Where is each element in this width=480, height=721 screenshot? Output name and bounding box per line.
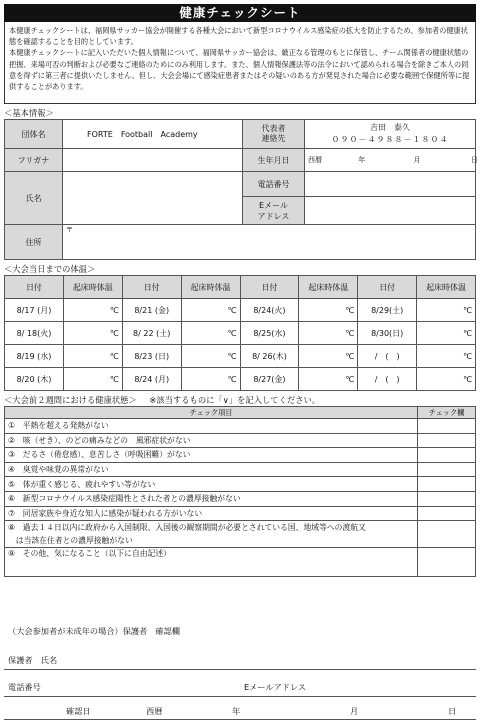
representative-contact[interactable] [305,120,476,149]
temp-col-date: 日付 [5,276,64,299]
confirm-era: 西暦 [146,706,163,716]
check-row [5,419,476,434]
check-row [5,448,476,463]
intro-paragraph-2: 本健康チェックシートに記入いただいた個人情報について、福岡県サッカー協会は、厳正なる管理のもとに保管し、チーム関係者の健康状態の把握、来場可否の判断および必要なご連絡のためにのみ利用します。また、個人情報保護法等の法令において認められる場合を除きご本人の同意を得ずに第三者に提供いたしません。但し、大会会場にて感染症患者またはその疑いのある方が発見された場合に必要な範囲で保健所等に提供することがあります。 [9,48,470,92]
temp-value[interactable]: ℃ [299,345,358,368]
temp-date: 8/29(土) [358,299,417,322]
temp-row [5,368,476,391]
guardian-contact-line [4,696,476,697]
confirm-year-unit: 年 [232,706,241,716]
postal-mark: 〒 [66,226,73,234]
temp-date: 8/17 (月) [5,299,64,322]
temp-date: 8/23 (日) [122,345,181,368]
birthdate-year-unit: 年 [358,156,366,164]
temp-date: 8/20 (木) [5,368,64,391]
check-item-8-line-2: は当該在住者との濃厚接触がない [8,536,133,546]
check-row [5,506,476,521]
basic-info-heading: ＜基本情報＞ [4,108,54,118]
temp-value[interactable]: ℃ [417,299,476,322]
representative-name: 吉田 泰久 [370,123,410,132]
check-box[interactable] [418,521,476,548]
temp-value[interactable]: ℃ [299,299,358,322]
temp-date: 8/ 26(木) [240,345,299,368]
confirm-date-line [4,719,476,720]
temp-date: 8/30(日) [358,322,417,345]
check-box[interactable] [418,491,476,506]
basic-info-table [4,119,476,260]
check-row [5,477,476,492]
temp-date: 8/19 (水) [5,345,64,368]
temp-date: / ( ) [358,345,417,368]
temp-value[interactable]: ℃ [299,368,358,391]
check-row [5,462,476,477]
check-row [5,521,476,548]
intro-text [4,22,476,104]
health-section-title: ＜大会前２週間における健康状態＞ [4,395,137,405]
check-row [5,433,476,448]
check-item-8-line-1: ⑧ 過去１４日以内に政府から入国制限、入国後の観察期間が必要とされている国、地域等への渡航又 [8,523,366,533]
email-field[interactable] [305,197,476,225]
check-item: ④ 臭覚や味覚の異常がない [5,462,418,477]
name-label: 氏名 [5,172,63,225]
temp-col-date: 日付 [122,276,181,299]
confirm-month-unit: 月 [350,706,359,716]
check-box[interactable] [418,477,476,492]
check-item: ⑦ 同居家族や身近な知人に感染が疑われる方がいない [5,506,418,521]
temp-value[interactable]: ℃ [181,322,240,345]
temp-col-temp: 起床時体温 [417,276,476,299]
check-item: ⑤ 体が重く感じる、疲れやすい等がない [5,477,418,492]
check-box[interactable] [418,448,476,463]
temp-col-temp: 起床時体温 [299,276,358,299]
email-label: Eメール アドレス [243,197,305,225]
confirm-date-label: 確認日 [66,706,91,716]
temp-value[interactable]: ℃ [181,345,240,368]
representative-phone: ０９０－４９８８－１８０４ [331,135,449,144]
check-box[interactable] [418,433,476,448]
representative-label: 代表者 連絡先 [243,120,305,149]
temp-value[interactable]: ℃ [299,322,358,345]
birthdate-field[interactable] [305,149,476,172]
temp-value[interactable]: ℃ [63,345,122,368]
name-field[interactable] [63,172,243,225]
temp-value[interactable]: ℃ [181,368,240,391]
sheet-title: 健康チェックシート [4,4,476,22]
temp-value[interactable]: ℃ [417,345,476,368]
furigana-field[interactable] [63,149,243,172]
check-row [5,548,476,577]
temp-col-date: 日付 [358,276,417,299]
address-label: 住所 [5,225,63,260]
temp-value[interactable]: ℃ [63,322,122,345]
temp-value[interactable]: ℃ [417,368,476,391]
temperature-heading: ＜大会当日までの体温＞ [4,264,96,274]
confirm-day-unit: 日 [448,706,457,716]
birthdate-month-unit: 月 [413,156,421,164]
check-box[interactable] [418,462,476,477]
temp-col-temp: 起床時体温 [181,276,240,299]
furigana-label: フリガナ [5,149,63,172]
temp-date: 8/21 (金) [122,299,181,322]
temp-row [5,322,476,345]
team-label: 団体名 [5,120,63,149]
birthdate-era: 西暦 [308,156,322,164]
intro-paragraph-1: 本健康チェックシートは、福岡県サッカー協会が開催する各種大会において新型コロナウイルス感染症の拡大を防止するため、参加者の健康状態を確認することを目的としています。 [9,26,468,47]
check-box[interactable] [418,548,476,577]
temp-date: 8/25(水) [240,322,299,345]
temp-date: 8/ 22 (土) [122,322,181,345]
temp-value[interactable]: ℃ [181,299,240,322]
guardian-name-line [4,669,476,670]
check-item: ⑥ 新型コロナウイルス感染症陽性とされた者との濃厚接触がない [5,491,418,506]
temp-row [5,299,476,322]
phone-field[interactable] [305,172,476,197]
check-item-free-text[interactable] [5,548,418,577]
guardian-name-label: 保護者 氏名 [8,655,58,665]
temp-date: 8/27(金) [240,368,299,391]
temp-row [5,345,476,368]
phone-label: 電話番号 [243,172,305,197]
team-value[interactable]: FORTE Football Academy [63,120,243,149]
check-item: ② 咳（せき）、のどの痛みなどの 風邪症状がない [5,433,418,448]
temp-date: 8/24(火) [240,299,299,322]
temp-value[interactable]: ℃ [63,368,122,391]
birthdate-day-unit: 日 [470,156,478,164]
health-instruction: ※該当するものに「∨」を記入してください。 [149,395,321,405]
temp-value[interactable]: ℃ [417,322,476,345]
temp-date: 8/24 (月) [122,368,181,391]
birthdate-label: 生年月日 [243,149,305,172]
guardian-phone-label: 電話番号 [8,682,41,692]
check-item: ③ だるさ（倦怠感）、息苦しさ（呼吸困難）がない [5,448,418,463]
check-item [5,521,418,548]
temp-col-date: 日付 [240,276,299,299]
temp-date: 8/ 18(火) [5,322,64,345]
check-box[interactable] [418,506,476,521]
guardian-heading: （大会参加者が未成年の場合）保護者 確認欄 [8,626,180,636]
check-col-item: チェック項目 [5,407,418,419]
address-field[interactable] [63,225,476,260]
health-check-sheet [4,4,476,577]
guardian-email-label: Eメールアドレス [244,682,307,692]
check-col-check: チェック欄 [418,407,476,419]
temp-value[interactable]: ℃ [63,299,122,322]
check-box[interactable] [418,419,476,434]
health-check-table [4,406,476,577]
check-row [5,491,476,506]
health-heading [4,394,476,406]
temperature-table [4,275,476,391]
temp-col-temp: 起床時体温 [63,276,122,299]
check-item: ⑨ その他、気になること（以下に自由記述） [8,549,171,559]
temp-date: / ( ) [358,368,417,391]
check-item: ① 平熱を超える発熱がない [5,419,418,434]
